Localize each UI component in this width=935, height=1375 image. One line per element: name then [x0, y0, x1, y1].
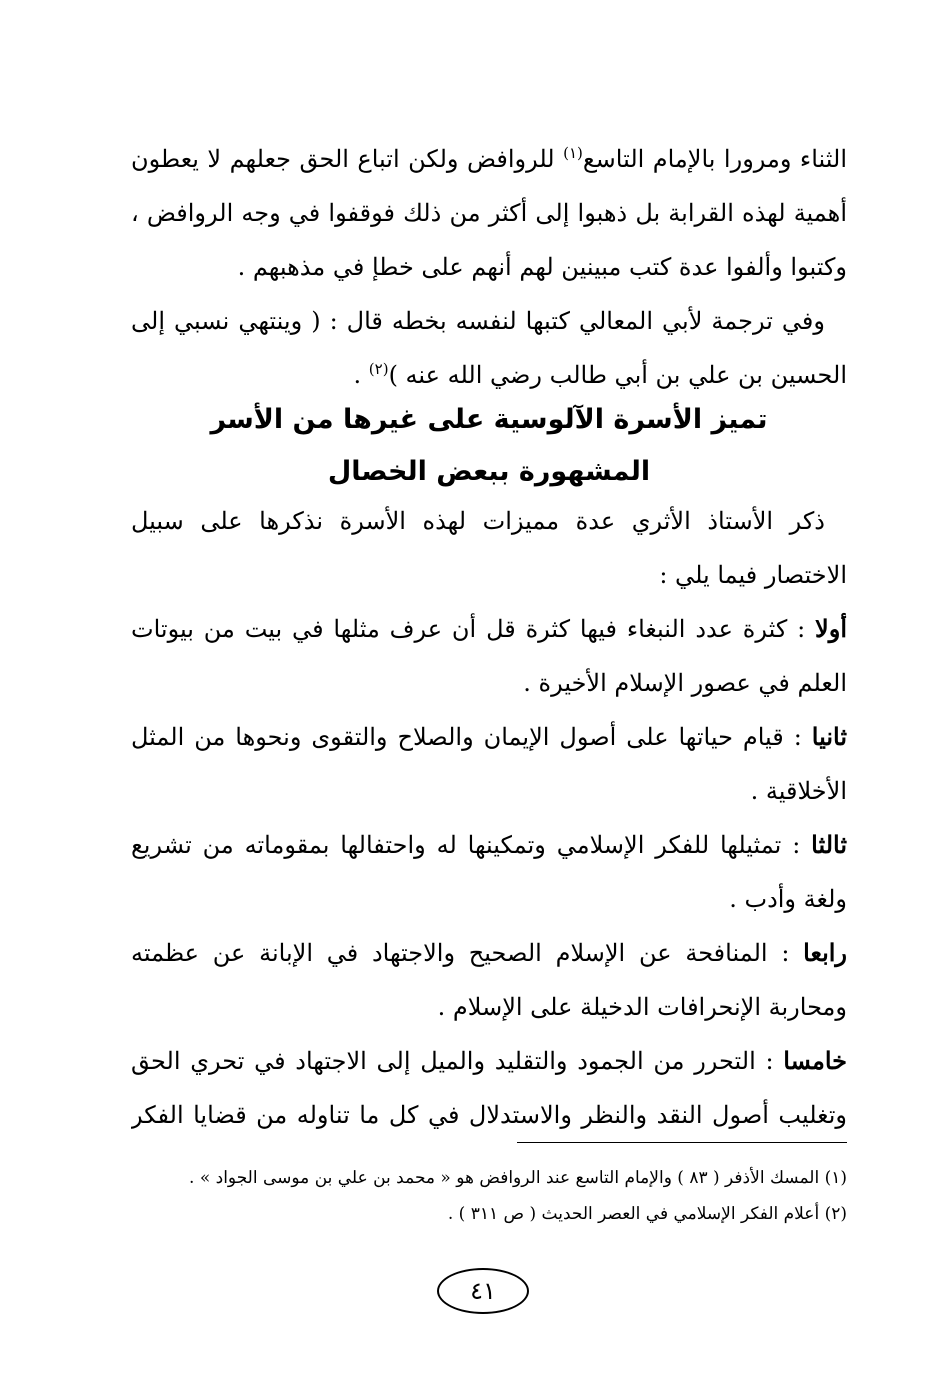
body-line: الاختصار فيما يلي :	[659, 561, 847, 589]
text-run: للروافض ولكن اتباع الحق جعلهم لا يعطون	[131, 145, 564, 173]
point-line	[131, 1034, 847, 1088]
point-line	[131, 710, 847, 764]
point-label: ثانيا	[811, 722, 847, 751]
point-line	[131, 602, 847, 656]
body-line: وكتبوا وألفوا عدة كتب مبينين لهم أنهم على خطإ في مذهبهم .	[237, 253, 847, 281]
footnote-ref: (١)	[563, 144, 583, 162]
text-run: .	[353, 361, 369, 389]
body-line: ذكر الأستاذ الأثري عدة مميزات لهذه الأسرة نذكرها على سبيل	[131, 507, 825, 535]
text-run: الحسين بن علي بن أبي طالب رضي الله عنه )	[388, 361, 847, 389]
point-line	[131, 926, 847, 980]
text-run: : كثرة عدد النبغاء فيها كثرة قل أن عرف مثلها في بيت من بيوتات	[131, 615, 816, 643]
point-label: أولا	[815, 614, 847, 643]
page-number: ٤١	[437, 1268, 529, 1314]
point-line	[131, 818, 847, 872]
body-line	[131, 132, 847, 186]
section-heading-line-1: تميز الأسرة الآلوسية على غيرها من الأسر	[210, 404, 768, 435]
text-run: : قيام حياتها على أصول الإيمان والصلاح والتقوى ونحوها من المثل	[131, 723, 812, 751]
point-line: ولغة وأدب .	[729, 885, 847, 913]
body-line: وفي ترجمة لأبي المعالي كتبها لنفسه بخطه قال : ( وينتهي نسبي إلى	[131, 307, 825, 335]
text-run: : التحرر من الجمود والتقليد والميل إلى الاجتهاد في تحري الحق	[131, 1047, 784, 1075]
point-line: ومحاربة الإنحرافات الدخيلة على الإسلام .	[437, 993, 847, 1021]
body-line: أهمية لهذه القرابة بل ذهبوا إلى أكثر من ذلك فوقفوا في وجه الروافض ،	[131, 199, 847, 227]
intro-paragraphs	[131, 132, 847, 402]
footnote-divider	[517, 1142, 847, 1143]
text-run: : تمثيلها للفكر الإسلامي وتمكينها له واحتفالها بمقوماته من تشريع	[131, 831, 812, 859]
section-heading-line-2: المشهورة ببعض الخصال	[327, 456, 651, 487]
footnote-2: (٢) أعلام الفكر الإسلامي في العصر الحديث ( ص ٣١١ ) .	[447, 1204, 847, 1224]
section-body	[131, 494, 847, 1142]
footnote-1: (١) المسك الأذفر ( ٨٣ ) والإمام التاسع عند الروافض هو « محمد بن علي بن موسى الجواد » .	[189, 1168, 847, 1188]
point-label: رابعا	[803, 938, 847, 967]
footnote-ref: (٢)	[368, 360, 389, 378]
point-line: وتغليب أصول النقد والنظر والاستدلال في كل ما تناوله من قضايا الفكر	[131, 1101, 847, 1129]
point-line: الأخلاقية .	[750, 777, 847, 805]
point-line: العلم في عصور الإسلام الأخيرة .	[523, 669, 847, 697]
footnotes	[131, 1160, 847, 1232]
text-run: : المنافحة عن الإسلام الصحيح والاجتهاد في الإبانة عن عظمته	[131, 939, 804, 967]
text-run: الثناء ومرورا بالإمام التاسع	[582, 145, 847, 173]
point-label: ثالثا	[811, 830, 847, 859]
point-label: خامسا	[783, 1046, 847, 1075]
